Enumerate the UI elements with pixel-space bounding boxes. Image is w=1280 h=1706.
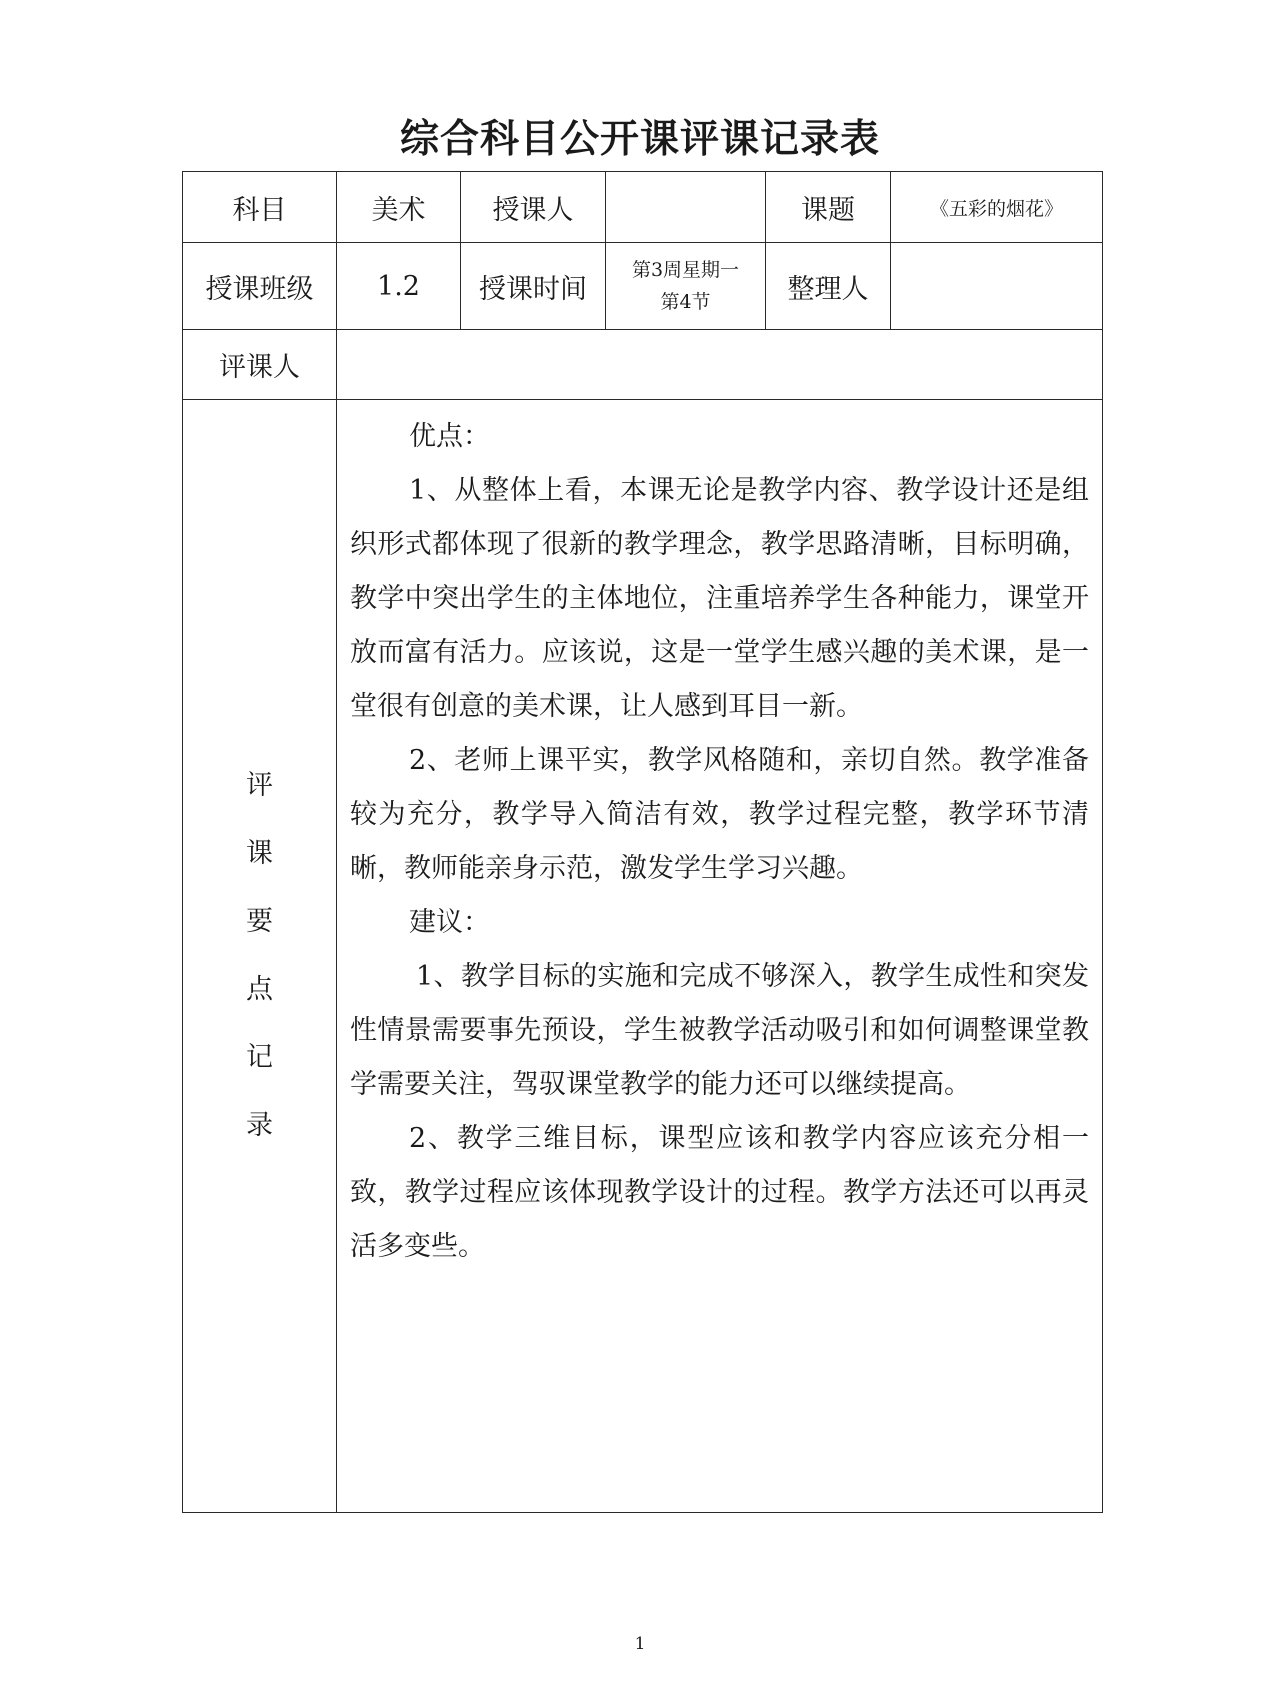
notes-label-char: 录 [246, 1110, 273, 1141]
teacher-label: 授课人 [461, 172, 606, 243]
table-row [183, 243, 1103, 330]
notes-label-char: 点 [246, 974, 273, 1005]
time-value [606, 243, 766, 330]
organizer-value [891, 243, 1103, 330]
suggestion-item: 2、教学三维目标，课型应该和教学内容应该充分相一致，教学过程应该体现教学设计的过程。教学方法还可以再灵活多变些。 [350, 1123, 1089, 1262]
strength-item: 1、从整体上看，本课无论是教学内容、教学设计还是组织形式都体现了很新的教学理念，教学思路清晰，目标明确，教学中突出学生的主体地位，注重培养学生各种能力，课堂开放而富有活力。应该说，这是一堂学生感兴趣的美术课，是一堂很有创意的美术课，让人感到耳目一新。 [350, 475, 1089, 722]
page-number: 1 [634, 1634, 646, 1654]
subject-value: 美术 [337, 172, 461, 243]
notes-body [337, 400, 1102, 1274]
reviewer-label: 评课人 [183, 330, 337, 400]
suggestions-heading: 建议： [409, 907, 490, 938]
review-record-table [182, 171, 1103, 1513]
topic-label: 课题 [766, 172, 891, 243]
organizer-label: 整理人 [766, 243, 891, 330]
page-title: 综合科目公开课评课记录表 [399, 116, 880, 162]
reviewer-value [337, 330, 1103, 400]
notes-label [183, 400, 337, 1513]
table-row [183, 400, 1103, 1513]
class-value: 1.2 [337, 243, 461, 330]
time-value-line-2: 第4节 [660, 291, 711, 313]
suggestion-item: 1、教学目标的实施和完成不够深入，教学生成性和突发性情景需要事先预设，学生被教学活动吸引和如何调整课堂教学需要关注，驾驭课堂教学的能力还可以继续提高。 [350, 961, 1089, 1100]
notes-label-vertical [245, 752, 275, 1160]
class-label: 授课班级 [183, 243, 337, 330]
strength-item: 2、老师上课平实，教学风格随和，亲切自然。教学准备较为充分，教学导入简洁有效，教学过程完整，教学环节清晰，教师能亲身示范，激发学生学习兴趣。 [350, 745, 1089, 884]
notes-label-char: 课 [246, 838, 273, 869]
table-row [183, 172, 1103, 243]
notes-content [337, 400, 1103, 1513]
teacher-value [606, 172, 766, 243]
table-row [183, 330, 1103, 400]
time-value-line-1: 第3周星期一 [631, 259, 740, 281]
topic-value: 《五彩的烟花》 [891, 172, 1103, 243]
time-label: 授课时间 [461, 243, 606, 330]
strengths-heading: 优点： [409, 421, 490, 452]
notes-label-char: 记 [246, 1042, 273, 1073]
notes-label-char: 评 [246, 770, 273, 801]
notes-label-char: 要 [246, 906, 273, 937]
subject-label: 科目 [183, 172, 337, 243]
